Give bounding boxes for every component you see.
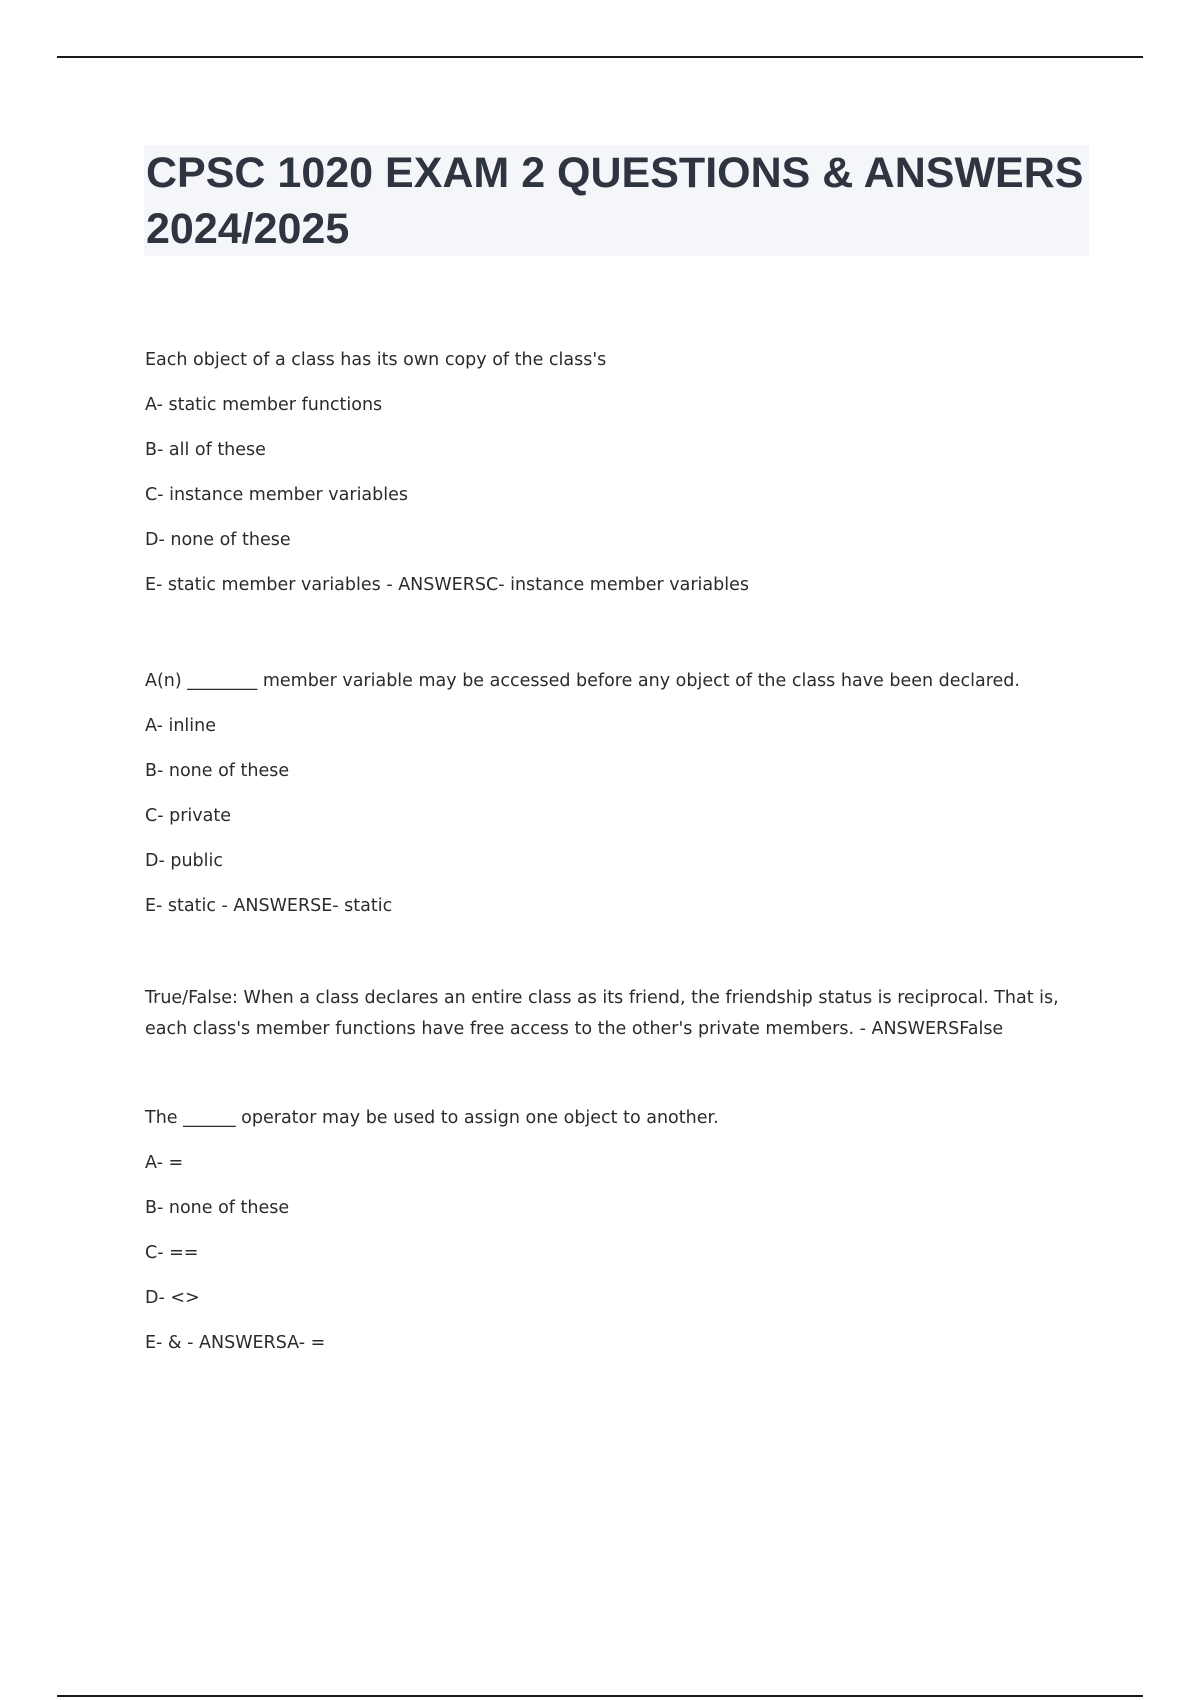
question-2-stem: A(n) ________ member variable may be accessed before any object of the class have been declared. xyxy=(145,671,1020,691)
question-1-option-a: A- static member functions xyxy=(145,395,383,415)
question-4-option-e-answer: E- & - ANSWERSA- = xyxy=(145,1333,326,1353)
bottom-rule xyxy=(57,1695,1143,1697)
question-4-option-a: A- = xyxy=(145,1153,184,1173)
question-3 xyxy=(145,983,1090,1045)
title-box xyxy=(144,145,1089,256)
question-2-option-d: D- public xyxy=(145,851,224,871)
question-2-option-a: A- inline xyxy=(145,716,216,736)
question-1-option-e-answer: E- static member variables - ANSWERSC- instance member variables xyxy=(145,575,749,595)
question-2 xyxy=(145,670,1090,940)
question-1-option-c: C- instance member variables xyxy=(145,485,409,505)
question-1-option-b: B- all of these xyxy=(145,440,266,460)
question-4 xyxy=(145,1107,1090,1377)
top-rule xyxy=(57,56,1143,58)
question-4-option-c: C- == xyxy=(145,1243,199,1263)
question-4-stem: The ______ operator may be used to assign one object to another. xyxy=(145,1108,719,1128)
question-2-option-c: C- private xyxy=(145,806,231,826)
question-2-option-e-answer: E- static - ANSWERSE- static xyxy=(145,896,393,916)
question-4-option-b: B- none of these xyxy=(145,1198,290,1218)
question-4-option-d: D- <> xyxy=(145,1288,200,1308)
question-1-stem: Each object of a class has its own copy of the class's xyxy=(145,350,607,370)
question-1 xyxy=(145,349,1090,619)
question-2-option-b: B- none of these xyxy=(145,761,290,781)
question-3-text-answer: True/False: When a class declares an entire class as its friend, the friendship status is reciprocal. That is, each class's member functions have free access to the other's private members. - ANSWERSFalse xyxy=(145,988,1059,1039)
page-title: CPSC 1020 EXAM 2 QUESTIONS & ANSWERS 2024/2025 xyxy=(146,149,1084,253)
question-1-option-d: D- none of these xyxy=(145,530,291,550)
